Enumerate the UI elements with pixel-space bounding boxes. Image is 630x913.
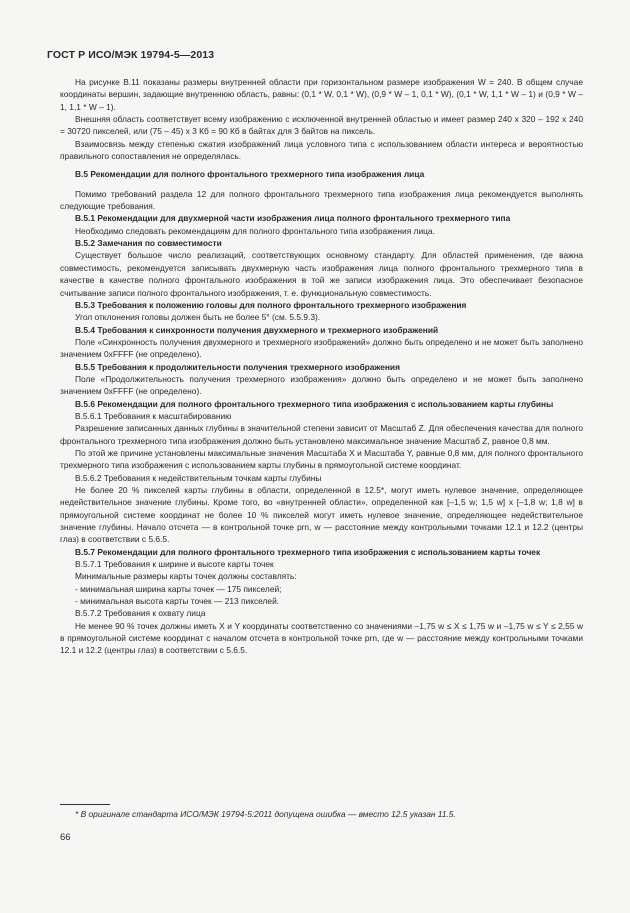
body-text <box>60 76 583 657</box>
paragraph: В.5.6.2 Требования к недействительным точкам карты глубины <box>75 472 322 483</box>
page-header: ГОСТ Р ИСО/МЭК 19794-5—2013 <box>47 49 215 61</box>
paragraph: В.5.6.1 Требования к масштабированию <box>75 410 232 421</box>
paragraph: Существует большое число реализаций, соответствующих основному стандарту. Для областей применения, где важна совместимость, рекомендуется записывать двухмерную часть изображения лица полного фронтального трехмерного типа в качестве в качестве полного фронтального изображения в той же записи изображения лица. Это обеспечивает безопасное считывание записи полного фронтального изображения, т. е. функциональную совместимость. <box>60 250 583 298</box>
paragraph: Поле «Продолжительность получения трехмерного изображения» должно быть определено и не может быть заполнено значением 0xFFFF (не определено). <box>60 373 583 397</box>
paragraph: - минимальная высота карты точек — 213 пикселей. <box>75 596 280 607</box>
paragraph: Поле «Синхронность получения двухмерного и трехмерного изображений» должно быть определено и не может быть заполнено значением 0xFFFF (не определено). <box>60 336 583 360</box>
section-heading: В.5.4 Требования к синхронности получения двухмерного и трехмерного изображений <box>75 324 439 335</box>
paragraph: Необходимо следовать рекомендациям для полного фронтального типа изображения лица. <box>75 225 435 236</box>
section-heading: В.5 Рекомендации для полного фронтального трехмерного типа изображения лица <box>75 169 425 180</box>
paragraph: В.5.7.1 Требования к ширине и высоте карты точек <box>75 559 274 570</box>
paragraph: В.5.7.2 Требования к охвату лица <box>75 608 206 619</box>
section-heading: В.5.1 Рекомендации для двухмерной части изображения лица полного фронтального трехмерного типа <box>75 213 511 224</box>
footnote-rule <box>60 804 110 805</box>
paragraph: Минимальные размеры карты точек должны составлять: <box>75 571 297 582</box>
paragraph: Не более 20 % пикселей карты глубины в области, определенной в 12.5*, могут иметь нулевое значение, определяющее недействительное значение глубины. Кроме того, во «внутренней области», определенной как [–1,5 w; 1,5 w] x [–1,8 w; 1,8 w] в прямоугольной системе координат не более 10 % пикселей могут иметь нулевое значение, определяющее недействительное значение глубины. Начало отсчета — в контрольной точке prn, w — расстояние между контрольными точками 12.1 и 12.2 (центры глаз) в соответствии с 5.6.5. <box>60 485 583 545</box>
paragraph: Угол отклонения головы должен быть не более 5° (см. 5.5.9.3). <box>75 312 321 323</box>
section-heading: В.5.6 Рекомендации для полного фронтального трехмерного типа изображения с использованием карты глубины <box>75 398 554 409</box>
paragraph: На рисунке В.11 показаны размеры внутренней области при горизонтальном размере изображения W = 240. В общем случае координаты вершин, задающие внутреннюю область, равны: (0,1 * W, 0,1 * W), (0,9 * W – 1, 0,1 * W), (0,1 * W, 1,1 * W – 1) и (0,9 * W – 1, 1,1 * W – 1). <box>60 77 583 112</box>
paragraph: Взаимосвязь между степенью сжатия изображений лица условного типа с использованием области интереса и вероятностью правильного сопоставления не определялась. <box>60 138 583 162</box>
paragraph: По этой же причине установлены максимальные значения Масштаба X и Масштаба Y, равные 0,8 мм, для полного фронтального трехмерного типа изображения с использованием карты глубины в прямоугольной системе координат. <box>60 447 583 471</box>
paragraph: Внешняя область соответствует всему изображению с исключенной внутренней областью и имеет размер 240 x 320 – 192 x 240 = 30720 пикселей, или (75 – 45) x 3 Кб = 90 Кб в байтах для 3 байтов на пиксель. <box>60 114 583 137</box>
section-heading: В.5.2 Замечания по совместимости <box>75 238 222 249</box>
footnote: * В оригинале стандарта ИСО/МЭК 19794-5:2011 допущена ошибка — вместо 12.5 указан 11.5. <box>75 809 456 819</box>
paragraph: - минимальная ширина карты точек — 175 пикселей; <box>75 583 282 594</box>
section-heading: В.5.5 Требования к продолжительности получения трехмерного изображения <box>75 361 400 372</box>
paragraph: Разрешение записанных данных глубины в значительной степени зависит от Масштаб Z. Для обеспечения качества для полного фронтального трехмерного типа изображения должно быть установлено максимальное значение Масштаб Z, равное 0,8 мм. <box>60 423 583 446</box>
page-number: 66 <box>60 832 71 843</box>
section-heading: В.5.7 Рекомендации для полного фронтального трехмерного типа изображения с использованием карты точек <box>75 546 541 557</box>
paragraph: Помимо требований раздела 12 для полного фронтального трехмерного типа изображения лица рекомендуется выполнять следующие требования. <box>60 188 583 212</box>
paragraph: Не менее 90 % точек должны иметь X и Y координаты соответственно со значениями –1,75 w ≤ X ≤ 1,75 w и –1,75 w ≤ Y ≤ 2,55 w в прямоугольной системе координат с началом отсчета в контрольной точке prn, где w — расстояние между контрольными точками 12.1 и 12.2 (центры глаз) в соответствии с 5.6.5. <box>60 620 583 656</box>
section-heading: В.5.3 Требования к положению головы для полного фронтального трехмерного изображения <box>75 299 467 310</box>
